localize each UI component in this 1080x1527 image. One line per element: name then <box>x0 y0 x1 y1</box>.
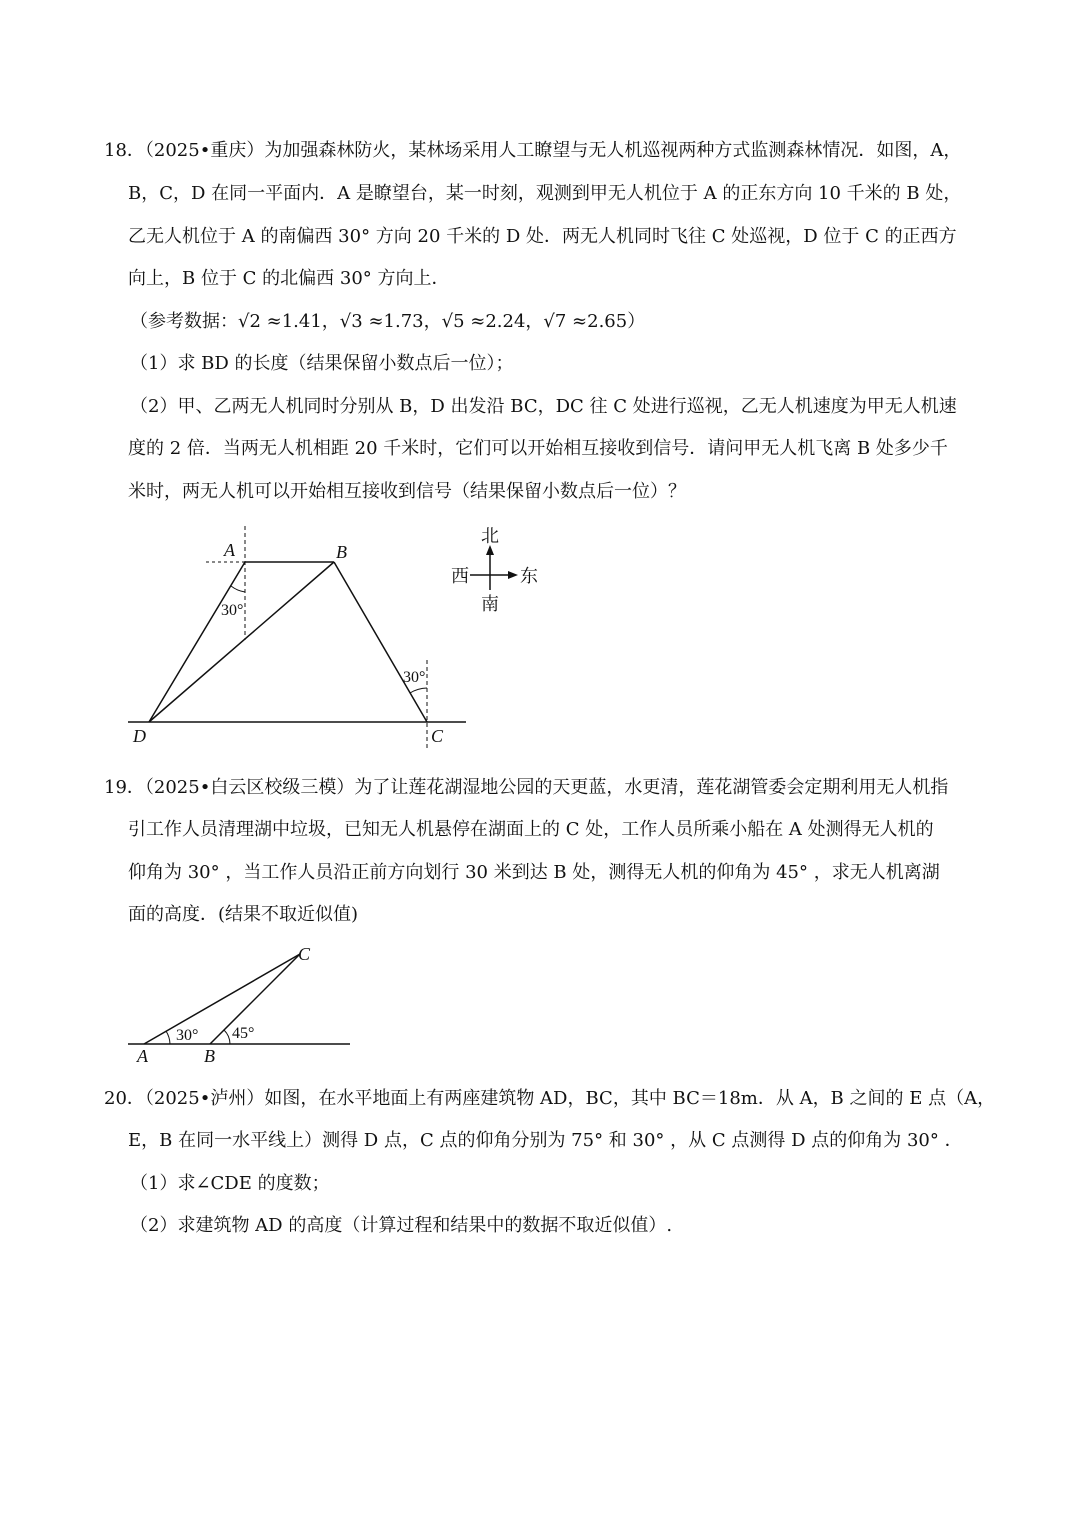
q20-line-2: E，B 在同一水平线上）测得 D 点，C 点的仰角分别为 75° 和 30° ，从 C 点测得 D 点的仰角为 30° ． <box>128 1130 963 1151</box>
q18-line-1: 18．（2025•重庆）为加强森林防火，某林场采用人工瞭望与无人机巡视两种方式监测森林情况．如图，A， <box>104 140 962 161</box>
q19-line-3: 仰角为 30° ，当工作人员沿正前方向划行 30 米到达 B 处，测得无人机的仰角为 45° ，求无人机离湖 <box>128 862 940 883</box>
q18-part-1: （1）求 BD 的长度（结果保留小数点后一位）； <box>130 353 514 374</box>
label-c: C <box>431 726 444 746</box>
q18-figure <box>120 520 550 750</box>
compass-west-label: 西 <box>451 566 469 586</box>
compass-rose <box>451 526 538 614</box>
angle-label-b: 45° <box>232 1025 255 1042</box>
angle-arc-a <box>231 586 245 592</box>
angle-label-c: 30° <box>403 669 426 686</box>
q19-line-2: 引工作人员清理湖中垃圾，已知无人机悬停在湖面上的 C 处，工作人员所乘小船在 A 处测得无人机的 <box>128 819 934 840</box>
angle-arc-c <box>410 688 427 693</box>
angle-label-a: 30° <box>176 1027 199 1044</box>
q18-line-3: 乙无人机位于 A 的南偏西 30° 方向 20 千米的 D 处．两无人机同时飞往 C 处巡视，D 位于 C 的正西方 <box>128 226 957 247</box>
compass-east-label: 东 <box>520 566 538 586</box>
q20-line-1: 20．（2025•泸州）如图，在水平地面上有两座建筑物 AD，BC，其中 BC＝18m．从 A，B 之间的 E 点（A， <box>104 1088 996 1109</box>
q19-line-4: 面的高度．(结果不取近似值) <box>128 904 359 925</box>
segment-bd <box>149 562 334 722</box>
label-b: B <box>204 1046 215 1066</box>
q18-part-2-line-3: 米时，两无人机可以开始相互接收到信号（结果保留小数点后一位）？ <box>128 481 686 502</box>
compass-south-label: 南 <box>481 594 499 614</box>
label-b: B <box>336 542 347 562</box>
compass-north-label: 北 <box>481 526 499 546</box>
angle-arc-a <box>166 1031 170 1044</box>
segment-ad <box>149 562 245 722</box>
q18-part-2-line-2: 度的 2 倍．当两无人机相距 20 千米时，它们可以开始相互接收到信号．请问甲无人机飞离 B 处多少千 <box>128 438 948 459</box>
segment-ac <box>144 954 300 1044</box>
label-a: A <box>224 540 235 560</box>
q19-figure <box>120 940 360 1070</box>
segment-bc <box>334 562 427 722</box>
label-a: A <box>137 1046 148 1066</box>
north-arrow-icon <box>486 545 494 555</box>
q20-part-2: （2）求建筑物 AD 的高度（计算过程和结果中的数据不取近似值）. <box>130 1215 673 1236</box>
east-arrow-icon <box>508 571 518 579</box>
q18-line-4: 向上，B 位于 C 的北偏西 30° 方向上． <box>128 268 450 289</box>
q19-line-1: 19．（2025•白云区校级三模）为了让莲花湖湿地公园的天更蓝，水更清，莲花湖管委会定期利用无人机指 <box>104 777 949 798</box>
angle-arc-b <box>224 1030 230 1044</box>
q18-line-2: B，C，D 在同一平面内．A 是瞭望台，某一时刻，观测到甲无人机位于 A 的正东方向 10 千米的 B 处， <box>128 183 962 204</box>
q18-reference-data: （参考数据：√2 ≈1.41，√3 ≈1.73，√5 ≈2.24，√7 ≈2.65） <box>130 311 646 332</box>
label-d: D <box>133 726 146 746</box>
angle-label-a: 30° <box>221 602 244 619</box>
q20-part-1: （1）求∠CDE 的度数； <box>130 1173 330 1194</box>
label-c: C <box>298 944 311 964</box>
q18-part-2-line-1: （2）甲、乙两无人机同时分别从 B，D 出发沿 BC，DC 往 C 处进行巡视，乙无人机速度为甲无人机速 <box>130 396 957 417</box>
